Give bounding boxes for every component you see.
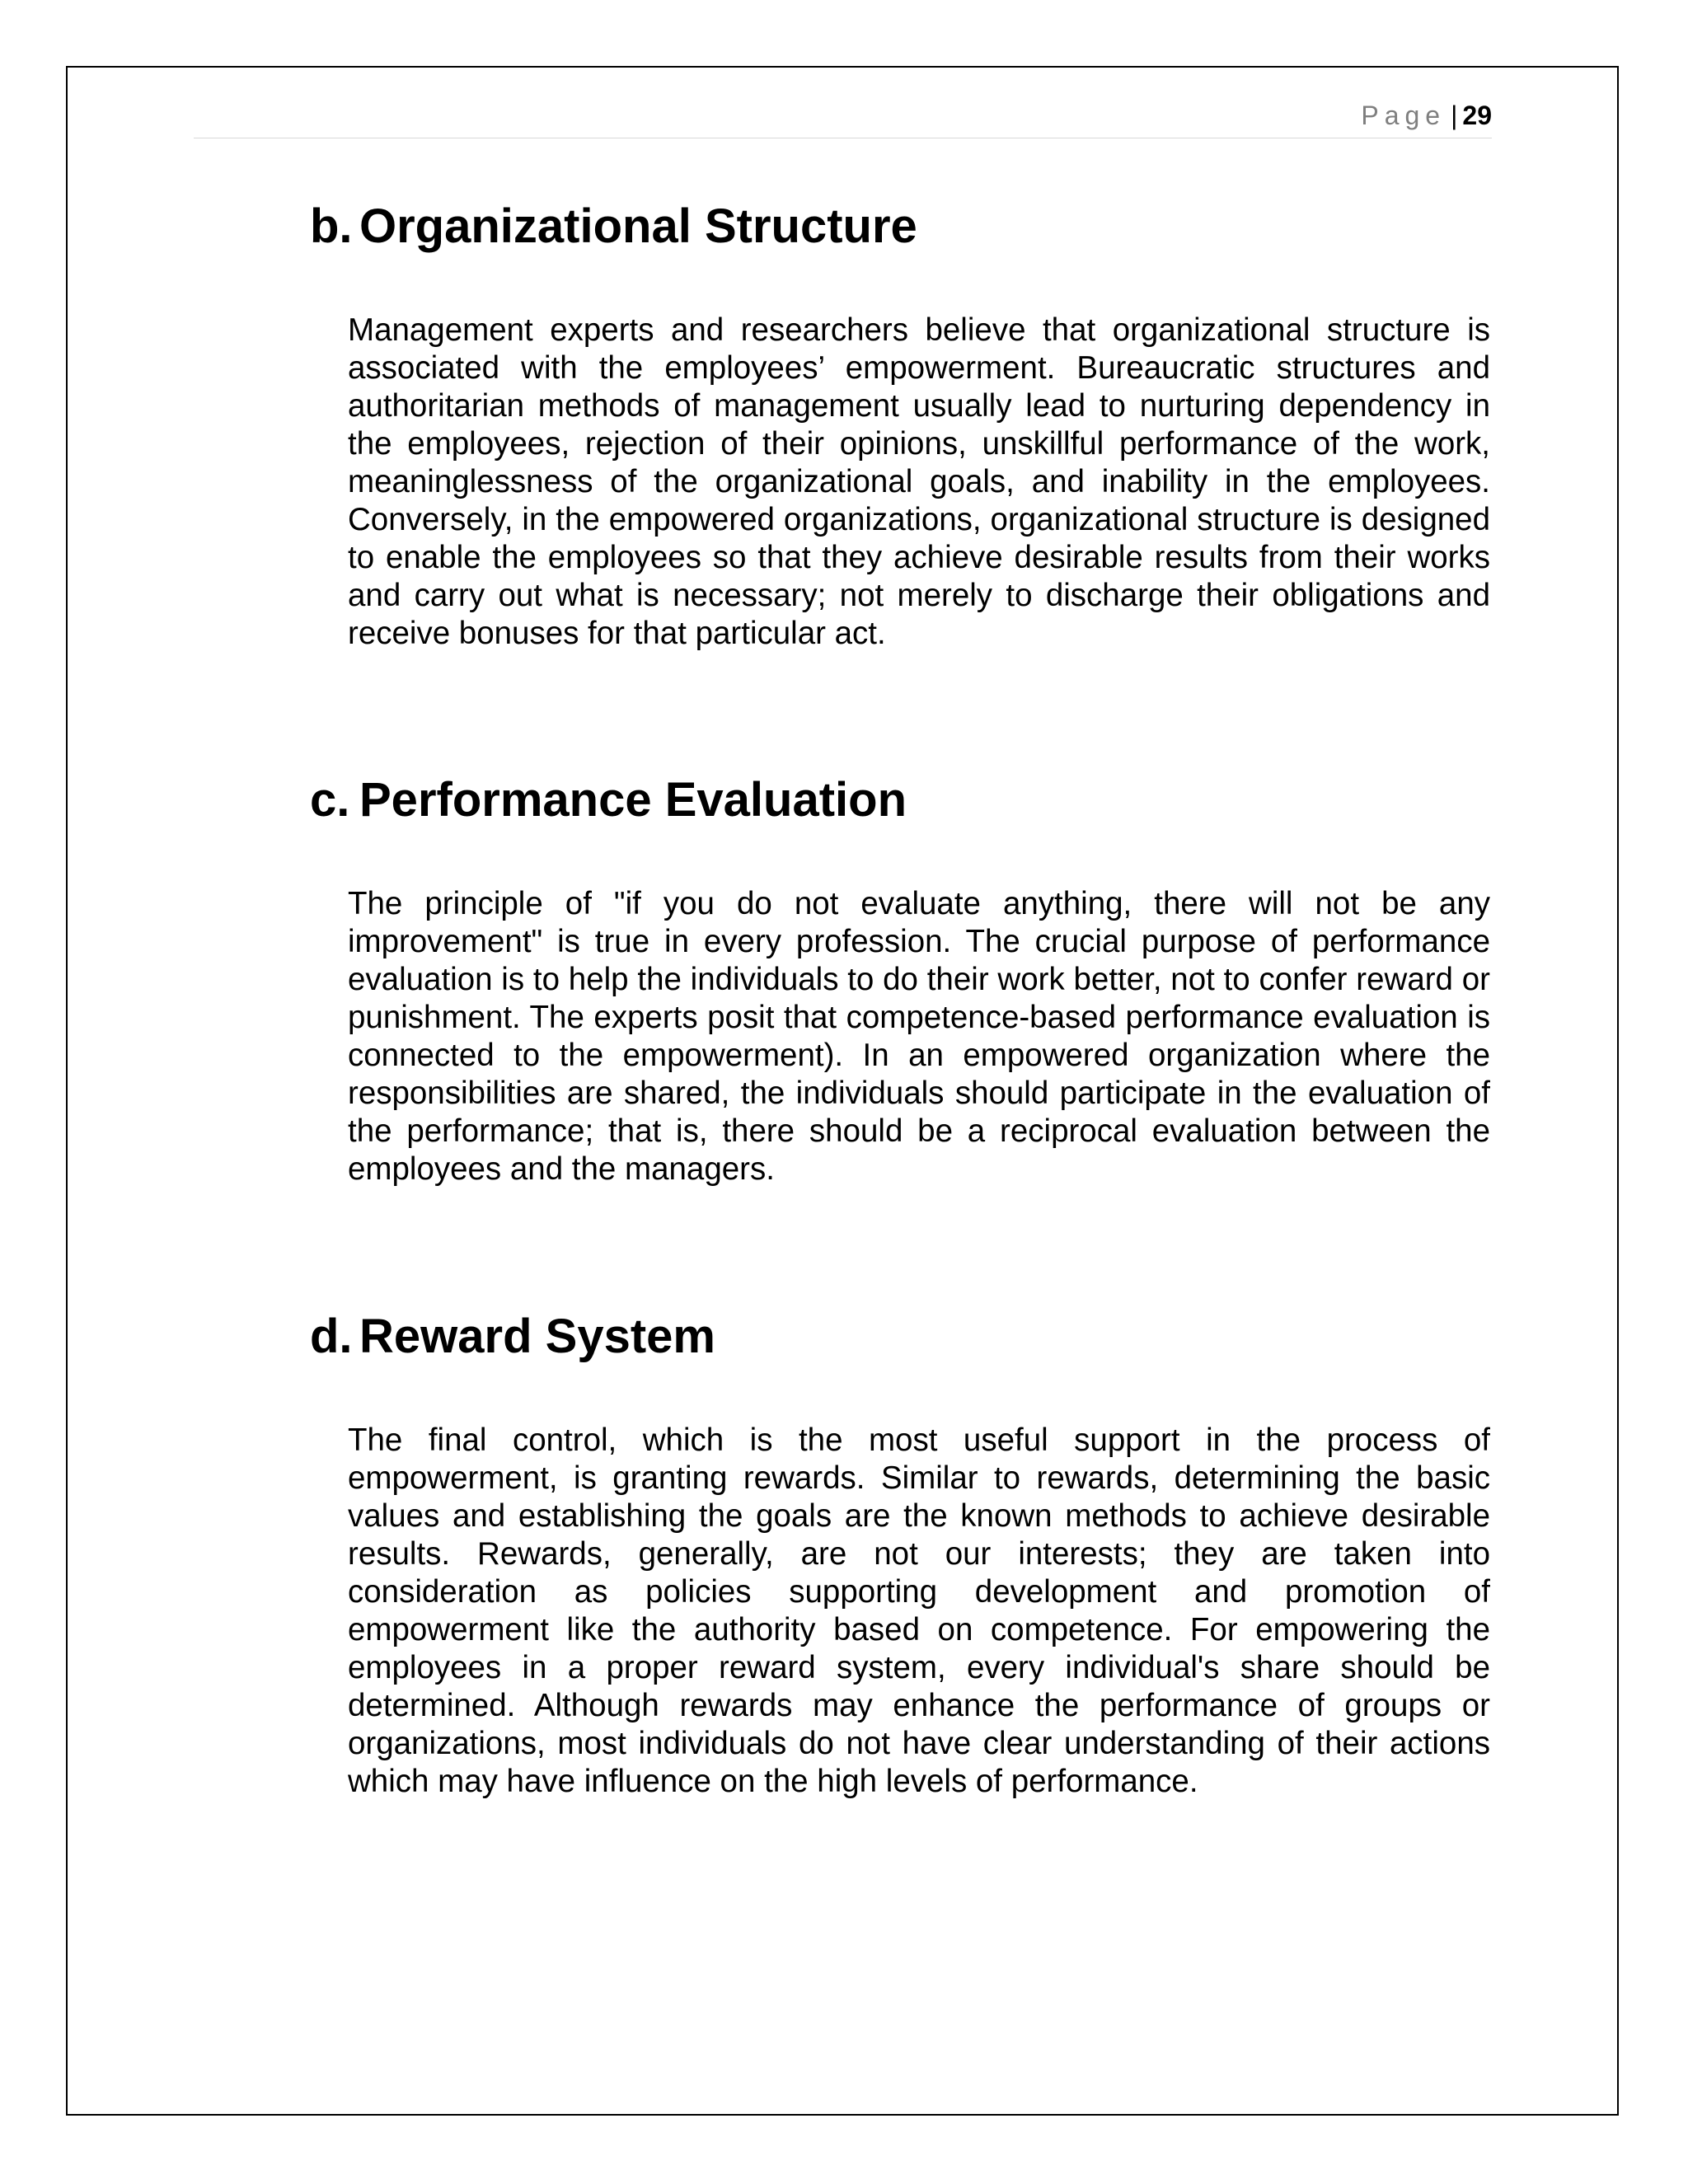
section-heading [310, 1308, 1490, 1366]
section-body: The final control, which is the most useful support in the process of empowerment, is granting rewards. Similar to rewards, determining the basic values and establishing the goals are the known methods to achieve desirable results. Rewards, generally, are not our interests; they are taken into consideration as policies supporting development and promotion of empowerment like the authority based on competence. For empowering the employees in a proper reward system, every individual's share should be determined. Although rewards may enhance the performance of groups or organizations, most individuals do not have clear understanding of their actions which may have influence on the high levels of performance. [348, 1422, 1490, 1799]
page-header [194, 97, 1492, 138]
section-letter: b. [310, 199, 353, 253]
section-organizational-structure [310, 198, 1490, 651]
section-heading [310, 771, 1490, 829]
section-letter: c. [310, 773, 350, 827]
section-title: Organizational Structure [359, 199, 917, 253]
page-label: Page [1361, 101, 1447, 130]
page-separator: | [1451, 101, 1458, 130]
page-number-label [1361, 101, 1492, 130]
section-reward-system [310, 1308, 1490, 1799]
page-number: 29 [1462, 101, 1492, 130]
section-body: The principle of "if you do not evaluate anything, there will not be any improvement" is true in every profession. The crucial purpose of performance evaluation is to help the individuals to do their work better, not to confer reward or punishment. The experts posit that competence-based performance evaluation is connected to the empowerment). In an empowered organization where the responsibilities are shared, the individuals should participate in the evaluation of the performance; that is, there should be a reciprocal evaluation between the employees and the managers. [348, 886, 1490, 1187]
section-title: Reward System [359, 1310, 715, 1363]
section-letter: d. [310, 1310, 353, 1363]
section-body: Management experts and researchers believe that organizational structure is associated with the employees’ empowerment. Bureaucratic structures and authoritarian methods of management usually lead to nurturing dependency in the employees, rejection of their opinions, unskillful performance of the work, meaninglessness of the organizational goals, and inability in the employees. Conversely, in the empowered organizations, organizational structure is designed to enable the employees so that they achieve desirable results from their works and carry out what is necessary; not merely to discharge their obligations and receive bonuses for that particular act. [348, 312, 1490, 651]
section-heading [310, 198, 1490, 255]
section-performance-evaluation [310, 771, 1490, 1187]
section-title: Performance Evaluation [359, 773, 907, 827]
